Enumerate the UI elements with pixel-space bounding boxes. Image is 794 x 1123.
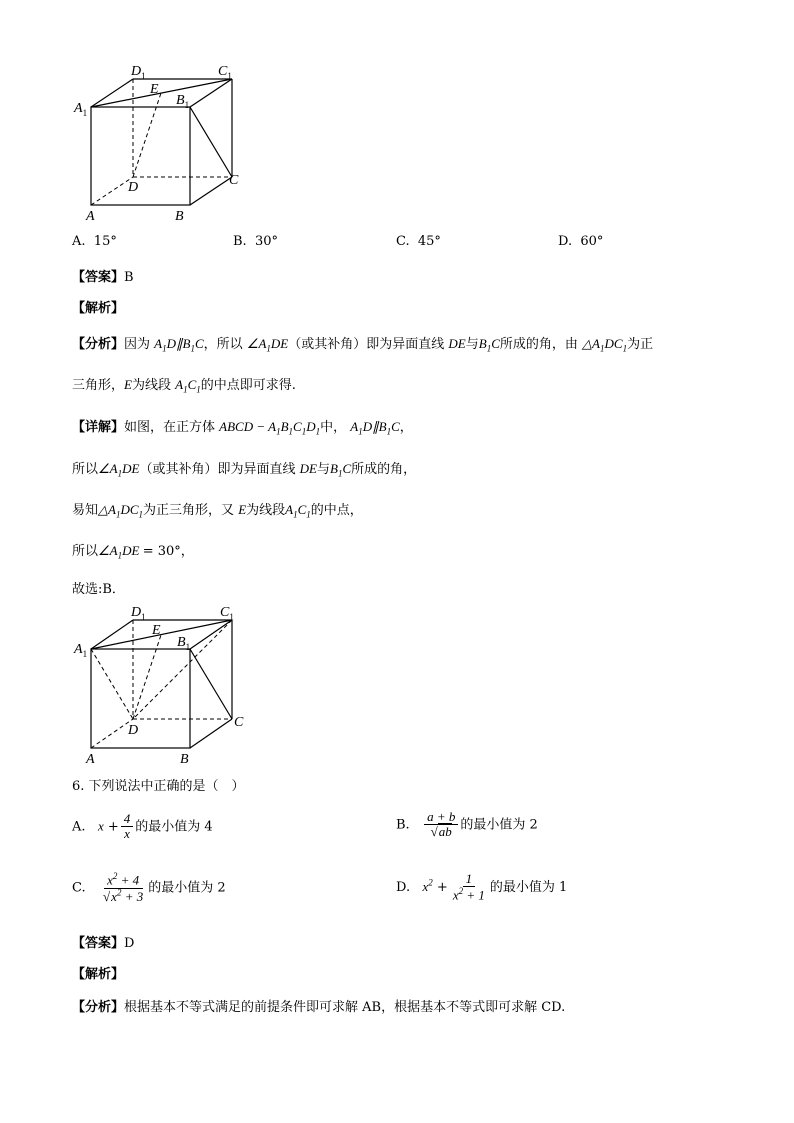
label-c1: $C_1$ bbox=[220, 605, 234, 622]
option-d: D. 60° bbox=[558, 234, 604, 249]
q6-stem: 6. 下列说法中正确的是（ ） bbox=[72, 779, 245, 794]
label-e: E bbox=[150, 82, 159, 97]
answer-line-q6: 【答案】D bbox=[72, 936, 135, 951]
xiangjie-line-1: 【详解】如图，在正方体 ABCD − $A_1B_1C_1D_1$中， $A_1D\parallel B_1C$， bbox=[72, 419, 413, 437]
label-c: C bbox=[234, 715, 244, 730]
cube-figure-2 bbox=[70, 600, 260, 768]
xiangjie-line-4: 所以$\angle A_1DE = 30^\circ$， bbox=[72, 543, 194, 561]
analysis-tag-q6: 【解析】 bbox=[72, 967, 125, 982]
label-a1: $A_1$ bbox=[74, 101, 88, 118]
label-a1: $A_1$ bbox=[74, 642, 88, 659]
label-d1: $D_1$ bbox=[131, 605, 146, 622]
option-b: B. 30° bbox=[233, 234, 278, 249]
label-c: C bbox=[229, 173, 239, 188]
label-d: D bbox=[128, 723, 139, 738]
fenxi-line-1: 【分析】因为 $A_1D\parallel B_1C$，所以 $\angle A_1DE$（或其补角）即为异面直线 DE与$B_1C$所成的角，由 $\triangle A_1DC_1$为正 bbox=[72, 336, 654, 354]
label-c1: $C_1$ bbox=[218, 64, 232, 81]
cube-figure-1 bbox=[70, 62, 260, 227]
choose-line: 故选:B． bbox=[72, 582, 125, 597]
label-d: D bbox=[128, 180, 139, 195]
label-b1: $B_1$ bbox=[177, 635, 191, 652]
q6-option-b: B. a + b √ ab 的最小值为 2 bbox=[396, 810, 538, 840]
q6-option-c: C. $x^2 + 4$ √ $x^2 + 3$ 的最小值为 2 bbox=[72, 872, 226, 904]
analysis-tag-q5: 【解析】 bbox=[72, 301, 125, 316]
xiangjie-line-3: 易知$\triangle A_1DC_1$为正三角形，又 E为线段$A_1C_1$的中点， bbox=[72, 502, 363, 520]
option-c: C. 45° bbox=[396, 234, 441, 249]
label-b: B bbox=[180, 752, 189, 767]
fenxi-line-2: 三角形，E为线段 $A_1C_1$的中点即可求得. bbox=[72, 377, 296, 395]
label-e: E bbox=[152, 623, 161, 638]
label-a: A bbox=[86, 209, 95, 224]
label-b: B bbox=[175, 209, 184, 224]
q6-option-d: D. $x^2$ + $\frac{1}{x^2 + 1}$ 的最小值为 1 bbox=[396, 871, 568, 903]
label-b1: $B_1$ bbox=[176, 93, 190, 110]
xiangjie-line-2: 所以$\angle A_1DE$（或其补角）即为异面直线 DE与$B_1C$所成的角， bbox=[72, 461, 417, 479]
label-a: A bbox=[86, 752, 95, 767]
q6-option-a: A. x + $\frac{4}{x}$ 的最小值为 4 bbox=[72, 811, 213, 842]
label-d1: $D_1$ bbox=[131, 64, 146, 81]
answer-line-q5: 【答案】B bbox=[72, 270, 134, 285]
q6-fenxi-line: 【分析】根据基本不等式满足的前提条件即可求解 AB，根据基本不等式即可求解 CD. bbox=[72, 1000, 566, 1015]
option-a: A. 15° bbox=[72, 234, 117, 249]
